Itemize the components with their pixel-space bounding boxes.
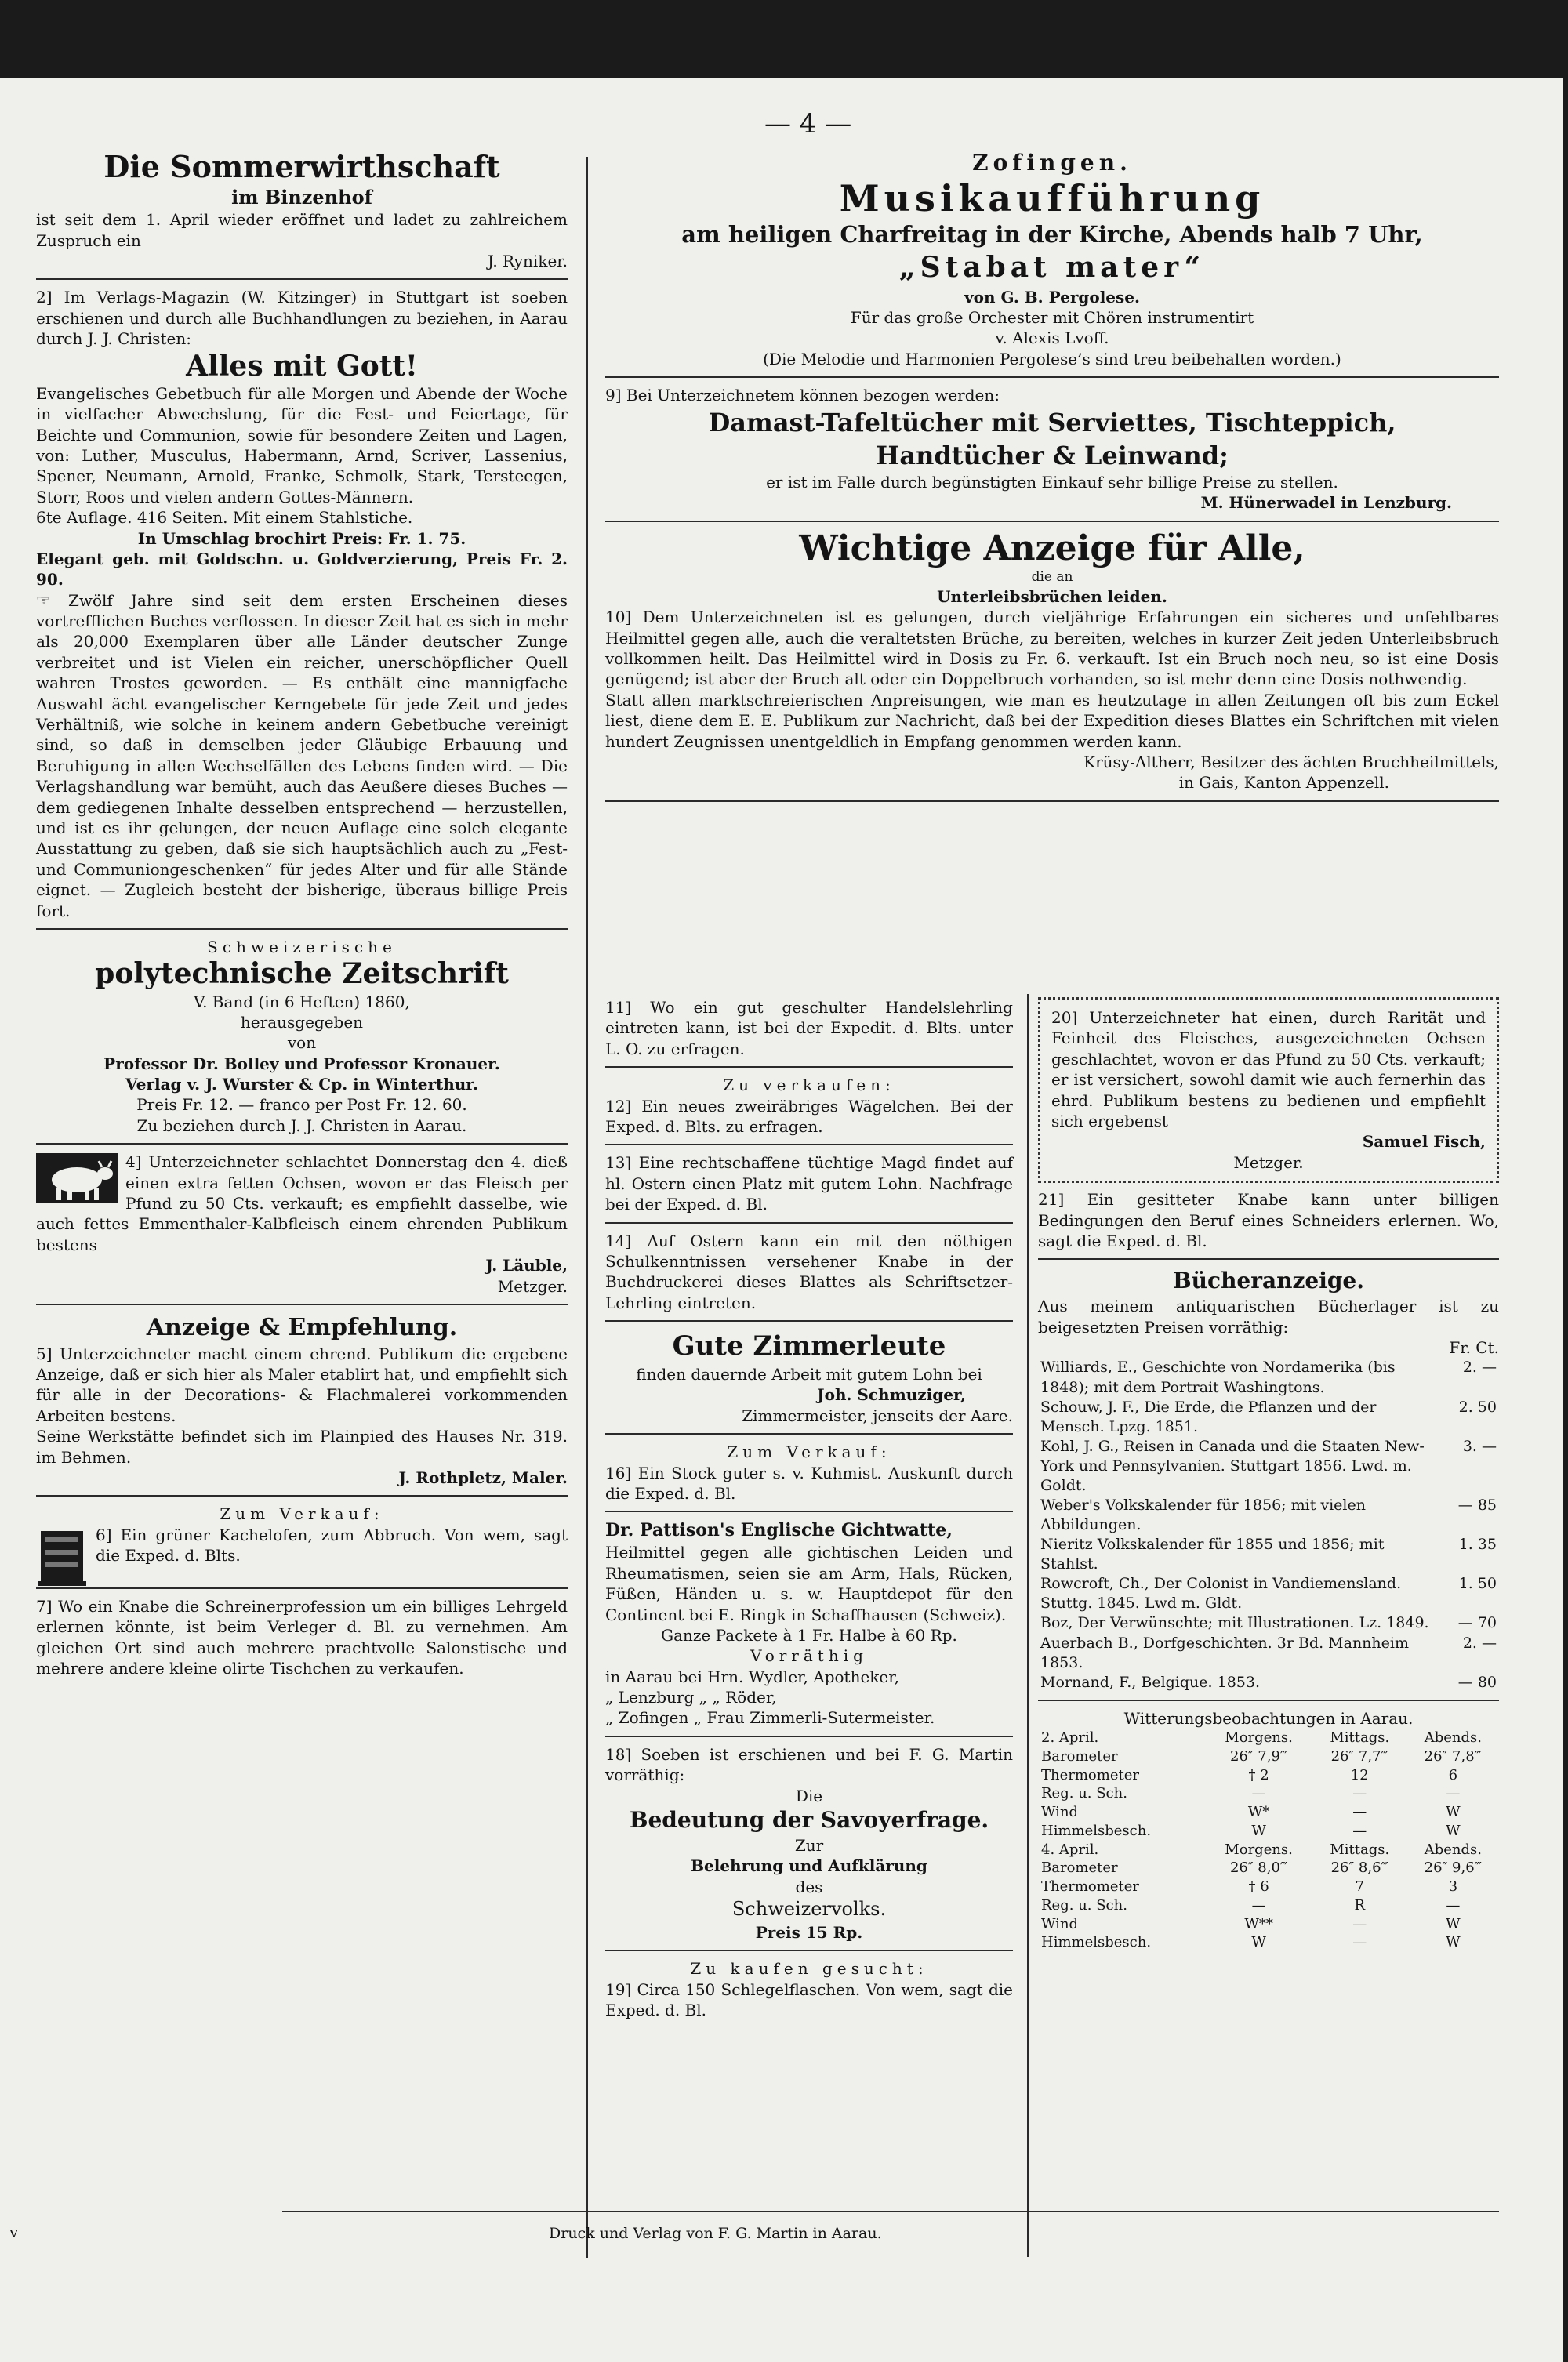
weather-row [1038,1784,1499,1803]
ad-line: am heiligen Charfreitag in der Kirche, Abends halb 7 Uhr, [681,220,1423,248]
subcolumn-divider [1027,994,1029,2257]
ad-depot: „ Lenzburg „ „ Röder, [605,1688,777,1707]
ad-title: Zu verkaufen: [723,1076,895,1095]
separator [36,1495,568,1497]
ad-price: Ganze Packete à 1 Fr. Halbe à 60 Rp. [661,1625,957,1645]
weather-cell: — [1446,1785,1461,1802]
book-title: Williards, E., Geschichte von Nordamerika (bis 1848); mit dem Portrait Washingtons. [1040,1359,1396,1396]
weather-row [1038,1822,1499,1841]
weather-cell: Thermometer [1041,1766,1139,1783]
weather-cell: 3 [1448,1878,1458,1896]
weather-row [1038,1747,1499,1766]
book-price: 2. 50 [1458,1398,1497,1416]
weather-cell: 26″ 7,9‴ [1229,1747,1288,1765]
separator [36,1587,568,1589]
ad-musikauffuehrung [605,149,1499,369]
weather-cell: 26″ 8,6‴ [1330,1859,1388,1877]
books-intro: Aus meinem antiquarischen Bücherlager ist zu beigesetzten Preisen vorräthig: [1038,1297,1499,1337]
imprint: Druck und Verlag von F. G. Martin in Aarau. [549,2225,882,2242]
ad-line: Verlag v. J. Wurster & Cp. in Winterthur. [125,1075,478,1094]
ad-title: Gute Zimmerleute [672,1330,946,1362]
ad-sub-2: Unterleibsbrüchen leiden. [937,586,1167,606]
ad-body: 4] Unterzeichneter schlachtet Donnerstag den 4. dieß einen extra fetten Ochsen, wovon er das Fleisch per Pfund zu 50 Cts. verkauft; es empfiehlt dasselbe, wie auch fettes Emmenthaler-Kalbfleisch einem ehrenden Publikum bestens [36,1152,568,1254]
weather-cell: — [1352,1915,1367,1932]
separator [605,521,1499,522]
weather-cell: Wind [1041,1804,1079,1821]
ad-depot: in Aarau bei Hrn. Wydler, Apotheker, [605,1667,899,1686]
ad-sommerwirthschaft [36,149,568,271]
ad-schneider: 21] Ein gesitteter Knabe kann unter billigen Bedingungen den Beruf eines Schneiders erlernen. Wo, sagt die Exped. d. Bl. [1038,1190,1499,1250]
ad-schreinerprofession [36,1596,568,1679]
separator [605,800,1499,802]
book-price: — 80 [1457,1673,1497,1691]
separator [605,376,1499,378]
weather-cell: Mittags. [1330,1729,1390,1747]
ad-title: Zum Verkauf: [220,1504,384,1524]
ad-signature: Samuel Fisch, [1362,1132,1486,1152]
ad-line: Zur [794,1835,824,1855]
ad-schriftsetzer: 14] Auf Ostern kann ein mit den nöthigen Schulkenntnissen versehener Knabe in der Buchdruckerei dieses Blattes als Schriftsetzer-Lehrling eintreten. [605,1231,1013,1312]
separator [36,1143,568,1145]
book-price: — 85 [1457,1496,1497,1514]
weather-cell: Barometer [1041,1747,1118,1765]
ad-title: Wichtige Anzeige für Alle, [799,528,1305,568]
subcolumn-right [1038,997,1499,1952]
book-row [1038,1634,1499,1673]
weather-cell: W [1446,1822,1461,1839]
ad-title: Anzeige & Empfehlung. [146,1314,458,1341]
weather-cell: 4. April. [1041,1841,1099,1858]
separator [605,1736,1013,1737]
separator [605,1222,1013,1224]
ad-ochsen-laeuble [36,1152,568,1297]
weather-cell: Morgens. [1225,1729,1293,1747]
ad-intro: 2] Im Verlags-Magazin (W. Kitzinger) in Stuttgart ist soeben erschienen und durch alle Buchhandlungen zu beziehen, in Aarau durch J. J. Christen: [36,288,568,349]
ad-line: Zu beziehen durch J. J. Christen in Aarau. [136,1116,467,1135]
weather-cell: W [1251,1934,1266,1951]
ad-body: 5] Unterzeichneter macht einem ehrend. Publikum die ergebene Anzeige, daß er sich hier als Maler etablirt hat, und empfiehlt sich für alle in der Decorations- & Flachmalerei vorkommenden Arbeiten bestens. [36,1344,568,1425]
ad-line: Belehrung und Aufklärung [691,1856,927,1876]
column-divider [586,157,588,2258]
ad-composer: von G. B. Pergolese. [964,287,1140,307]
weather-cell: Reg. u. Sch. [1041,1896,1127,1914]
ad-depot: „ Zofingen „ Frau Zimmerli-Sutermeister. [605,1708,935,1728]
weather-cell: — [1352,1785,1367,1802]
weather-row [1038,1859,1499,1878]
weather-cell: W [1251,1822,1266,1839]
book-title: Boz, Der Verwünschte; mit Illustrationen. Lz. 1849. [1040,1614,1429,1632]
ad-title: Die Sommerwirthschaft [103,149,500,184]
weather-cell: 26″ 9,6‴ [1424,1859,1483,1877]
ad-intro: 18] Soeben ist erschienen und bei F. G. Martin vorräthig: [605,1744,1013,1785]
weather-cell: Himmelsbesch. [1041,1822,1152,1839]
separator [36,1304,568,1305]
weather-cell: 26″ 7,7‴ [1330,1747,1388,1765]
ad-line: von [287,1033,317,1053]
ad-subtitle: im Binzenhof [231,185,372,209]
ad-title: Bedeutung der Savoyerfrage. [629,1807,989,1834]
books-table [1038,1358,1499,1692]
ad-title: Alles mit Gott! [186,349,418,383]
separator [1038,1258,1499,1260]
book-price: 3. — [1462,1437,1497,1455]
ad-line: herausgegeben [240,1012,364,1032]
weather-row [1038,1766,1499,1785]
book-row [1038,1535,1499,1574]
separator [605,1511,1013,1512]
separator [605,1320,1013,1322]
ad-line: des [795,1877,823,1896]
ad-title: Dr. Pattison's Englische Gichtwatte, [605,1520,953,1541]
weather-cell: W [1446,1934,1461,1951]
ad-line: (Die Melodie und Harmonien Pergolese’s sind treu beibehalten worden.) [763,349,1341,368]
ad-kachelofen [36,1504,568,1566]
ad-line: Preis Fr. 12. — franco per Post Fr. 12. 60. [136,1095,467,1115]
book-title: Nieritz Volkskalender für 1855 und 1856; mit Stahlst. [1040,1536,1385,1573]
weather-cell: Abends. [1424,1729,1482,1747]
ad-title: Musikaufführung [839,176,1265,220]
weather-cell: 6 [1448,1766,1458,1783]
ad-title-1: Damast-Tafeltücher mit Serviettes, Tischteppich, [708,407,1396,437]
ad-line: Die [795,1786,823,1805]
weather-cell: — [1352,1822,1367,1839]
weather-cell: — [1251,1896,1266,1914]
ad-wichtige-anzeige [605,529,1499,793]
weather-cell: 7 [1355,1878,1364,1896]
ad-body: 7] Wo ein Knabe die Schreinerprofession um ein billiges Lehrgeld erlernen könnte, ist beim Verleger d. Bl. zu vernehmen. Am gleichen Ort sind auch mehrere prachtvolle Salonstische und mehrere andere kleine olirte Tischchen zu verkaufen. [36,1596,568,1678]
column-right [605,149,1499,809]
ad-signature: J. Rothpletz, Maler. [398,1468,568,1487]
weather-cell: — [1446,1896,1461,1914]
separator [282,2211,1499,2212]
weather-cell: 2. April. [1041,1729,1099,1747]
ad-description: Evangelisches Gebetbuch für alle Morgen und Abende der Woche in vielfacher Abwechslung, für die Fest- und Feiertage, für Beichte und Communion, sowie für besondere Zeiten und Lagen, von: Luther, Musculus, Habermann, Arnd, Scriver, Lassenius, Spener, Neumann, Arnold, Franke, Schmolk, Stark, Tersteegen, Storr, Roos und vielen andern Gottes-Männern. [36,383,568,506]
ad-pretitle: Schweizerische [207,937,397,956]
weather-row [1038,1729,1499,1747]
weather-cell: — [1352,1934,1367,1951]
weather-cell: Mittags. [1330,1841,1390,1858]
ad-waegelchen: 12] Ein neues zweiräbriges Wägelchen. Bei der Exped. d. Blts. zu erfragen. [605,1096,1013,1136]
weather-row [1038,1878,1499,1896]
weather-row [1038,1915,1499,1934]
ad-body-2: Statt allen marktschreierischen Anpreisungen, wie man es heutzutage in allen Zeitungen oft bis zum Eckel liest, diene dem E. E. Publikum zur Nachricht, daß bei der Expedition dieses Blattes ein Schriftchen mit vielen hundert Zeugnissen unentgeldlich in Empfang genommen werden kann. [605,690,1499,751]
weather-cell: Himmelsbesch. [1041,1934,1152,1951]
weather-cell: † 6 [1248,1878,1269,1896]
ad-text: ☞ Zwölf Jahre sind seit dem ersten Erscheinen dieses vortrefflichen Buches verflossen. In dieser Zeit hat es sich in mehr als 20,000 Exemplaren über alle Länder deutscher Zunge verbreitet und ist Vielen ein reicher, unerschöpflicher Quell wahren Trostes geworden. — Es enthält eine mannigfache Auswahl ächt evangelischer Kerngebete für jede Zeit und jedes Verhältniß, wie solche in keinem andern Gebetbuche vereinigt sind, so daß in demselben jeder Gläubige Erbauung und Beruhigung in allen Wechselfällen des Lebens finden wird. — Die Verlagshandlung war bemüht, auch das Aeußere dieses Buches — dem gediegenen Inhalte desselben entsprechend — herzustellen, und ist es ihr gelungen, der neuen Auflage eine solch elegante Ausstattung zu geben, daß sie sich hauptsächlich auch zu „Fest- und Communiongeschenken“ für jedes Alter und für alle Stände eignet. — Zugleich besteht der bisherige, überaus billige Preis fort. [36,590,568,920]
separator [36,928,568,930]
weather-cell: W** [1244,1915,1273,1932]
ad-kuhmist: 16] Ein Stock guter s. v. Kuhmist. Auskunft durch die Exped. d. Bl. [605,1463,1013,1503]
stove-figure-icon [36,1526,88,1587]
weather-cell: Morgens. [1225,1841,1293,1858]
ad-body: 6] Ein grüner Kachelofen, zum Abbruch. Von wem, sagt die Exped. d. Blts. [96,1525,568,1566]
ad-magd: 13] Eine rechtschaffene tüchtige Magd findet auf hl. Ostern einen Platz mit gutem Lohn. Nachfrage bei der Exped. d. Bl. [605,1153,1013,1214]
ad-signature-role: Metzger. [497,1276,568,1296]
weather-cell: W* [1247,1804,1270,1821]
book-title: Mornand, F., Belgique. 1853. [1040,1673,1260,1691]
ad-body: ist seit dem 1. April wieder eröffnet und ladet zu zahlreichem Zuspruch ein [36,210,568,250]
separator [1038,1700,1499,1701]
weather-cell: W [1446,1804,1461,1821]
ad-body: 10] Dem Unterzeichneten ist es gelungen, durch vieljährige Erfahrungen ein sicheres und unfehlbares Heilmittel gegen alle, auch die veraltetsten Brüche, zu bereiten, welches in kurzer Zeit jeden Unterleibsbruch vollkommen heilt. Das Heilmittel wird in Dosis zu Fr. 6. verkauft. Ist ein Bruch noch neu, so ist eine Dosis genügend; ist aber der Bruch alt oder ein Doppelbruch vorhanden, so ist mehr denn eine Dosis nothwendig. [605,608,1499,689]
book-price: — 70 [1457,1614,1497,1632]
weather-row [1038,1896,1499,1915]
weather-cell: Thermometer [1041,1878,1139,1896]
book-row [1038,1398,1499,1437]
ad-signature-2: in Gais, Kanton Appenzell. [1178,773,1389,793]
books-title: Bücheranzeige. [1173,1268,1364,1294]
ad-damast-huenerwadel [605,385,1499,513]
ad-line: Für das große Orchester mit Chören instrumentirt [850,308,1254,328]
ad-title: Zu kaufen gesucht: [690,1959,928,1979]
book-title: Rowcroft, Ch., Der Colonist in Vandiemensland. Stuttg. 1845. Lwd m. Gldt. [1040,1575,1402,1613]
ad-gichtwatte: Heilmittel gegen alle gichtischen Leiden und Rheumatismen, seien sie am Arm, Hals, Rücken, Füßen, Händen u. s. w. Hauptdepot für den Continent bei E. Ringk in Schaffhausen (Schweiz). [605,1543,1013,1624]
ad-stock: Vorräthig [750,1646,868,1666]
ad-place: Zofingen. [972,150,1132,176]
separator [605,1144,1013,1145]
ad-maler-rothpletz [36,1312,568,1488]
ad-schlegelflaschen: 19] Circa 150 Schlegelflaschen. Von wem, sagt die Exped. d. Bl. [605,1979,1013,2019]
margin-mark: v [9,2222,19,2241]
weather-cell: 12 [1350,1766,1369,1783]
ad-signature: J. Ryniker. [487,252,568,271]
ad-box-fisch [1038,997,1499,1183]
weather-cell: Wind [1041,1915,1079,1932]
book-row [1038,1673,1499,1693]
weather-cell: 26″ 8,0‴ [1229,1859,1288,1877]
book-title: Kohl, J. G., Reisen in Canada und die Staaten New-York und Pennsylvanien. Stuttgart 1856. Lwd. m. Goldt. [1040,1437,1425,1494]
ad-line: V. Band (in 6 Heften) 1860, [194,992,410,1011]
ad-body-2: Seine Werkstätte befindet sich im Plainpied des Hauses Nr. 319. im Behmen. [36,1427,568,1467]
weather-cell: Barometer [1041,1859,1118,1877]
ad-signature: Joh. Schmuziger, [817,1385,966,1405]
ad-line: Professor Dr. Bolley und Professor Kronauer. [103,1054,500,1073]
ad-price-2: Elegant geb. mit Goldschn. u. Goldverzierung, Preis Fr. 2. 90. [36,549,568,590]
weather-cell: † 2 [1248,1766,1269,1783]
ad-title: Zum Verkauf: [727,1442,891,1462]
subcolumn-left [605,997,1013,2020]
weather-cell: R [1354,1896,1366,1914]
ad-handelslehrling: 11] Wo ein gut geschulter Handelslehrling eintreten kann, ist bei der Expedit. d. Blts. unter L. O. zu erfragen. [605,998,1013,1058]
ad-signature: J. Läuble, [485,1256,568,1275]
ad-zimmerleute: finden dauernde Arbeit mit gutem Lohn bei [636,1364,982,1384]
weather-cell: — [1251,1785,1266,1802]
book-row [1038,1437,1499,1496]
ad-polytechnische-zeitschrift [36,937,568,1136]
book-row [1038,1574,1499,1613]
book-price: 1. 35 [1458,1536,1497,1554]
ad-edition: 6te Auflage. 416 Seiten. Mit einem Stahlstiche. [36,508,413,528]
weather-row [1038,1933,1499,1952]
ad-signature: Krüsy-Altherr, Besitzer des ächten Bruchheilmittels, [1083,752,1499,771]
ad-signature-2: Metzger. [1233,1152,1304,1172]
weather-row [1038,1803,1499,1822]
weather-cell: 26″ 7,8‴ [1424,1747,1483,1765]
weather-title: Witterungsbeobachtungen in Aarau. [1123,1708,1414,1728]
book-price: 1. 50 [1458,1575,1497,1593]
book-title: Auerbach B., Dorfgeschichten. 3r Bd. Mannheim 1853. [1040,1634,1409,1671]
ad-body: er ist im Falle durch begünstigten Einkauf sehr billige Preise zu stellen. [766,473,1338,492]
book-row [1038,1613,1499,1633]
weather-table [1038,1729,1499,1952]
weather-row [1038,1841,1499,1859]
ad-price: Preis 15 Rp. [755,1922,863,1942]
ad-title-2: Handtücher & Leinwand; [876,440,1229,470]
ad-line: Schweizervolks. [731,1898,887,1921]
ad-sub-1: die an [1031,569,1073,586]
book-row [1038,1496,1499,1535]
weather-cell: Abends. [1424,1841,1482,1858]
separator [605,1433,1013,1435]
ad-signature: M. Hünerwadel in Lenzburg. [1200,493,1452,513]
ad-alles-mit-gott [36,287,568,921]
separator [605,1950,1013,1951]
ad-title: polytechnische Zeitschrift [95,957,509,991]
page-number: — 4 — [764,108,852,140]
books-price-head: Fr. Ct. [1449,1338,1499,1358]
book-price: 2. — [1462,1359,1497,1377]
book-title: Schouw, J. F., Die Erde, die Pflanzen und der Mensch. Lpzg. 1851. [1040,1398,1377,1435]
separator [36,278,568,280]
weather-cell: Reg. u. Sch. [1041,1785,1127,1802]
ox-figure-icon [36,1153,118,1203]
book-price: 2. — [1462,1634,1497,1652]
ad-price-1: In Umschlag brochirt Preis: Fr. 1. 75. [137,528,466,548]
book-title: Weber's Volkskalender für 1856; mit vielen Abbildungen. [1040,1496,1366,1534]
ad-signature-2: Zimmermeister, jenseits der Aare. [742,1406,1013,1425]
ad-line: v. Alexis Lvoff. [995,328,1109,348]
weather-cell: W [1446,1915,1461,1932]
newspaper-page [0,78,1563,2362]
weather-cell: — [1352,1804,1367,1821]
separator [605,1066,1013,1068]
ad-intro: 9] Bei Unterzeichnetem können bezogen werden: [605,386,1000,405]
column-left [36,149,568,1682]
ad-work: „Stabat mater“ [898,251,1206,285]
ad-ochsen-fisch: 20] Unterzeichneter hat einen, durch Rarität und Feinheit des Fleisches, ausgezeichneten Ochsen geschlachtet, wovon er das Pfund zu 50 Cts. verkauft; er ist versichert, sowohl damit wie auch fernerhin das ehrd. Publikum bestens zu bedienen und empfiehlt sich ergebenst [1051,1008,1486,1130]
book-row [1038,1358,1499,1397]
